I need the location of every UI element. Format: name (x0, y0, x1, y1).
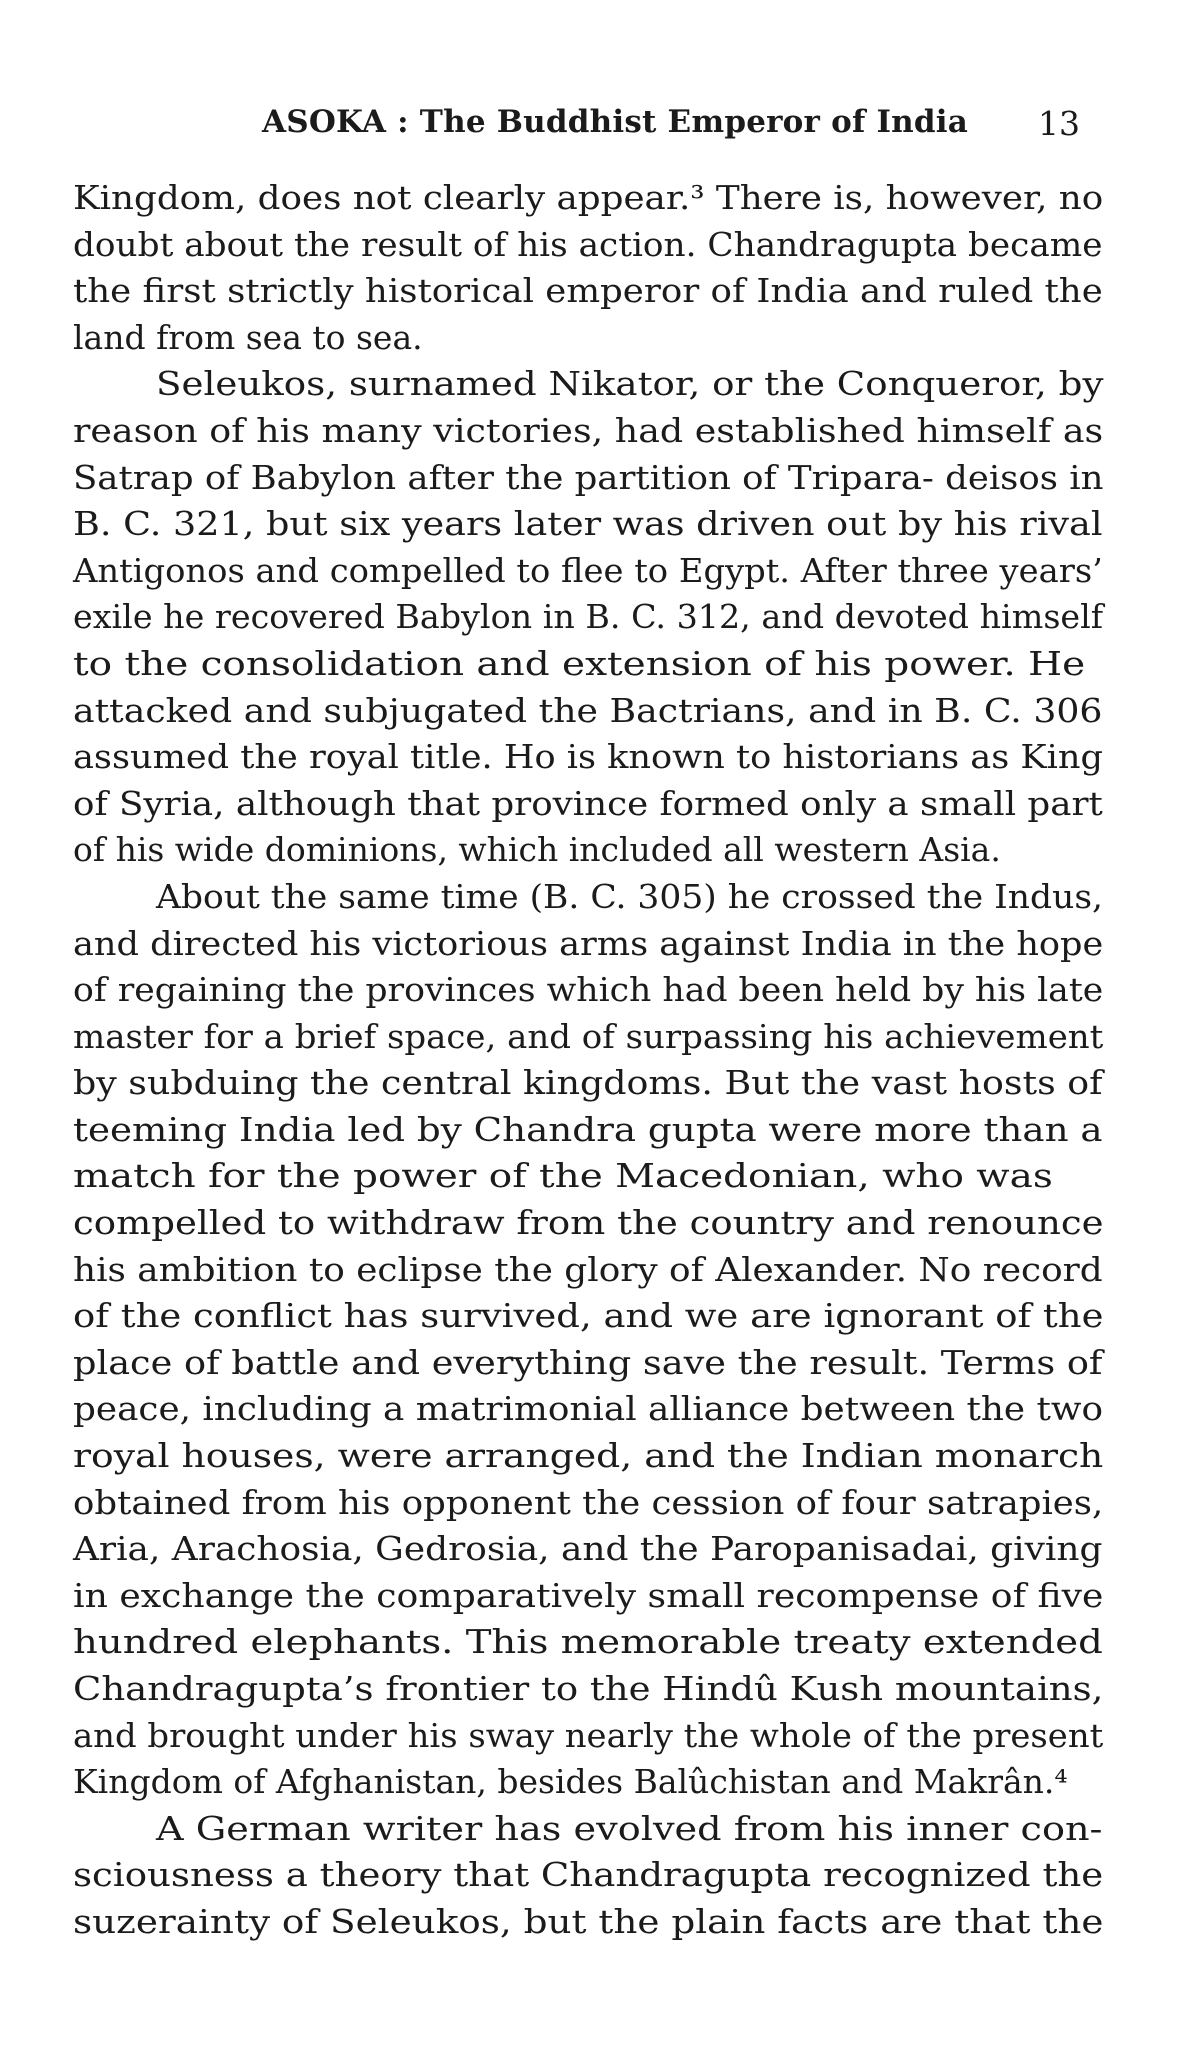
text-line: and directed his victorious arms against India in the hope (73, 923, 1104, 963)
text-line: exile he recovered Babylon in B. C. 312, and devoted himself (73, 597, 1104, 637)
running-title: ASOKA : The Buddhist Emperor of India (262, 104, 969, 140)
text-line: reason of his many victories, had established himself as (73, 410, 1104, 450)
text-line: About the same time (B. C. 305) he crossed the Indus, (156, 876, 1103, 916)
text-line: land from sea to sea. (73, 317, 423, 357)
text-line: suzerainty of Seleukos, but the plain facts are that the (73, 1901, 1104, 1941)
text-line: place of battle and everything save the result. Terms of (73, 1342, 1103, 1382)
text-line: in exchange the comparatively small recompense of five (73, 1575, 1104, 1615)
text-line: attacked and subjugated the Bactrians, and in B. C. 306 (73, 690, 1103, 730)
text-line: to the consolidation and extension of his power. He (73, 643, 1086, 683)
text-line: Kingdom of Afghanistan, besides Balûchistan and Makrân.⁴ (73, 1762, 1068, 1802)
text-line: his ambition to eclipse the glory of Alexander. No record (73, 1249, 1103, 1289)
text-line: compelled to withdraw from the country and renounce (73, 1203, 1104, 1243)
running-head (240, 104, 1080, 154)
text-line: Kingdom, does not clearly appear.³ There is, however, no (73, 178, 1104, 217)
text-line: of regaining the provinces which had been held by his late (73, 970, 1104, 1010)
text-line: peace, including a matrimonial alliance between the two (73, 1389, 1104, 1429)
text-line: match for the power of the Macedonian, who was (73, 1156, 1053, 1196)
text-line: assumed the royal title. Ho is known to historians as King (73, 737, 1103, 777)
text-line: obtained from his opponent the cession of four satrapies, (73, 1482, 1104, 1522)
text-line: of the conflict has survived, and we are ignorant of the (73, 1296, 1104, 1336)
text-line: teeming India led by Chandra gupta were more than a (73, 1109, 1103, 1149)
text-line: of Syria, although that province formed only a small part (73, 783, 1103, 823)
text-line: and brought under his sway nearly the whole of the present (73, 1715, 1104, 1755)
text-line: hundred elephants. This memorable treaty extended (73, 1622, 1103, 1662)
text-line: royal houses, were arranged, and the Indian monarch (73, 1436, 1104, 1476)
text-line: Seleukos, surnamed Nikator, or the Conqueror, by (156, 364, 1104, 404)
page-number: 13 (1038, 104, 1080, 143)
text-line: master for a brief space, and of surpassing his achievement (73, 1016, 1104, 1056)
text-line: doubt about the result of his action. Chandragupta became (73, 224, 1103, 264)
text-line: B. C. 321, but six years later was driven out by his rival (73, 504, 1103, 544)
text-line: the first strictly historical emperor of India and ruled the (73, 271, 1103, 311)
text-line: Antigonos and compelled to flee to Egypt. After three years’ (73, 550, 1103, 590)
text-line: Satrap of Babylon after the partition of Tripara- deisos in (73, 457, 1104, 497)
text-line: Aria, Arachosia, Gedrosia, and the Paropanisadai, giving (73, 1529, 1103, 1569)
text-line: by subduing the central kingdoms. But the vast hosts of (73, 1063, 1103, 1103)
text-line: Chandragupta’s frontier to the Hindû Kush mountains, (73, 1669, 1104, 1708)
body-text (73, 175, 1103, 1946)
text-line: of his wide dominions, which included all western Asia. (73, 830, 1001, 870)
text-line: A German writer has evolved from his inner con- (156, 1808, 1103, 1848)
text-line: sciousness a theory that Chandragupta recognized the (73, 1855, 1104, 1895)
